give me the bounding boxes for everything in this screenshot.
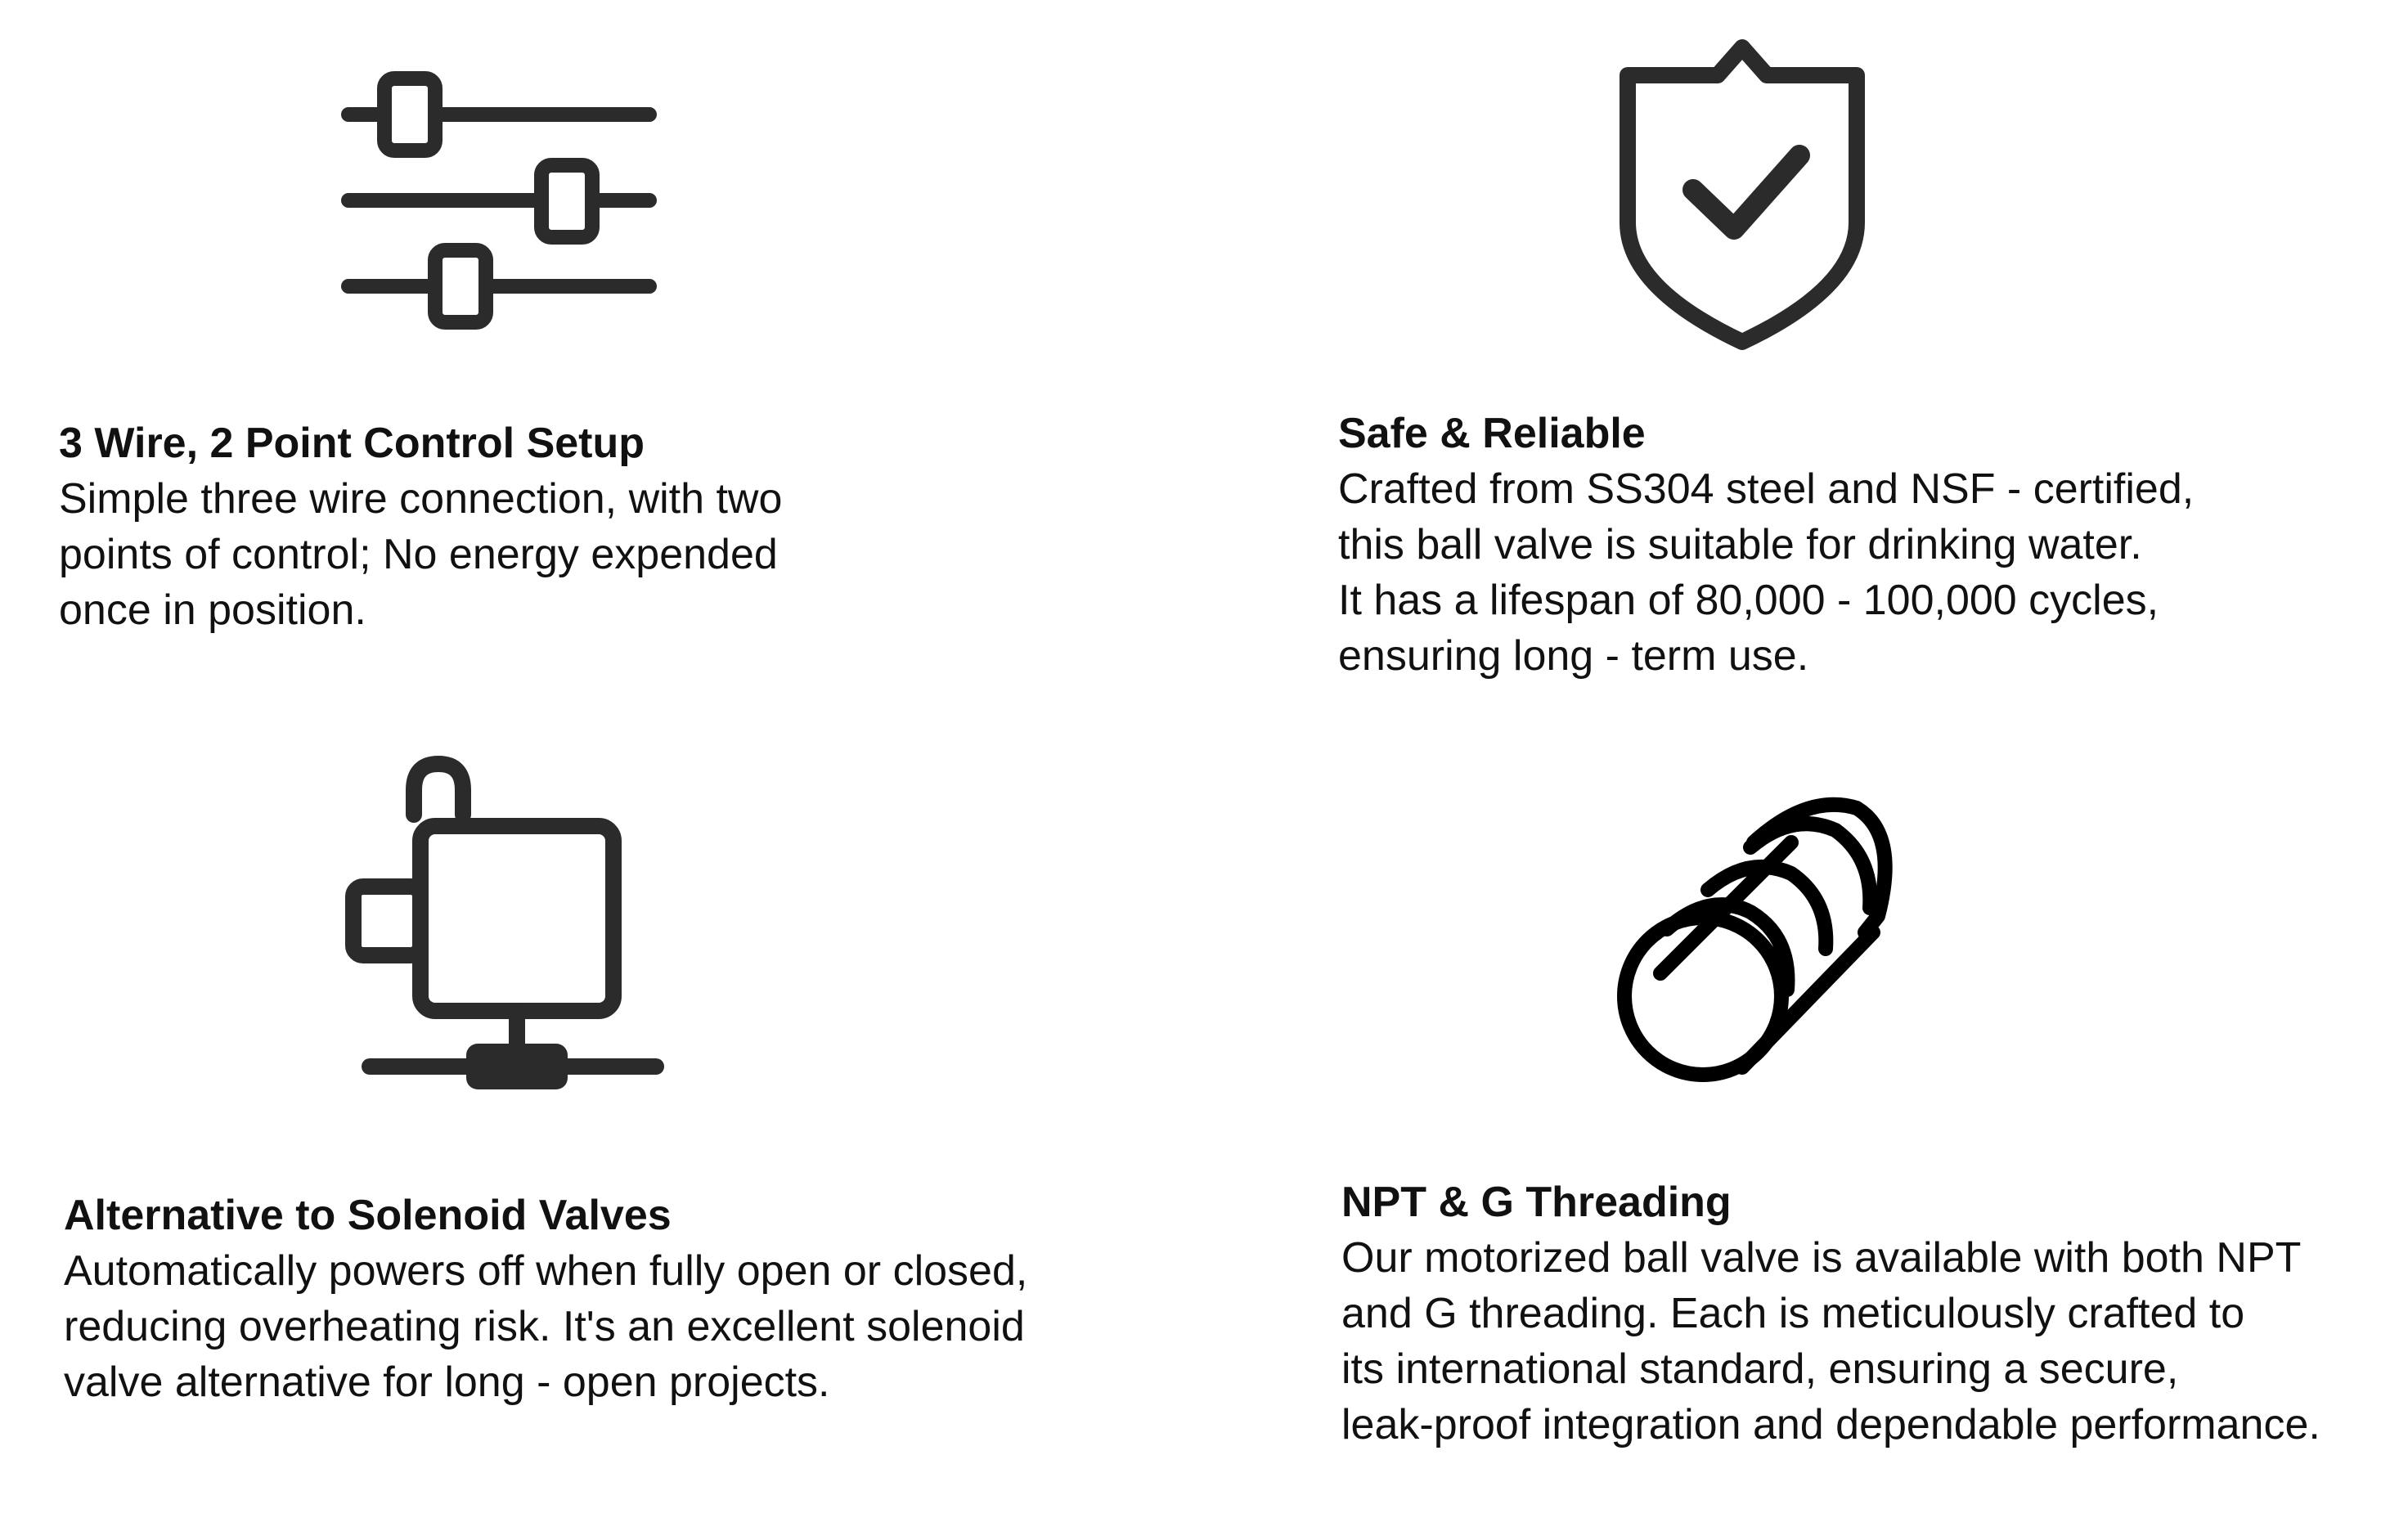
feature-description-line: leak-proof integration and dependable performance. [1341,1401,2320,1448]
feature-description-line: this ball valve is suitable for drinking water. [1338,521,2142,568]
feature-description-line: Our motorized ball valve is available with both NPT [1341,1234,2302,1282]
feature-text-block [1341,1174,2320,1453]
feature-description-line: Crafted from SS304 steel and NSF - certified, [1338,465,2195,513]
feature-description-line: and G threading. Each is meticulously crafted to [1341,1290,2245,1337]
shield-check-icon [1603,18,1881,353]
threaded-pipe-icon [1603,769,1930,1096]
feature-description-line: It has a lifespan of 80,000 - 100,000 cycles, [1338,577,2159,624]
feature-text-block [1338,406,2194,684]
feature-description-line: Simple three wire connection, with two [59,475,783,523]
feature-title: Alternative to Solenoid Valves [64,1192,672,1239]
feature-description-line: once in position. [59,586,366,634]
feature-description-line: valve alternative for long - open projects. [64,1359,830,1406]
feature-description-line: reducing overheating risk. It's an excellent solenoid [64,1303,1025,1350]
feature-description-line: points of control; No energy expended [59,531,778,578]
feature-title: NPT & G Threading [1341,1179,1732,1226]
feature-title: Safe & Reliable [1338,410,1646,457]
feature-description-line: its international standard, ensuring a secure, [1341,1345,2179,1393]
feature-text-block [59,415,782,638]
feature-text-block [64,1188,1027,1410]
feature-title: 3 Wire, 2 Point Control Setup [59,420,645,467]
solenoid-valve-icon [335,744,679,1104]
sliders-icon [335,65,663,344]
feature-description-line: Automatically powers off when fully open or closed, [64,1247,1028,1295]
feature-description-line: ensuring long - term use. [1338,632,1809,680]
